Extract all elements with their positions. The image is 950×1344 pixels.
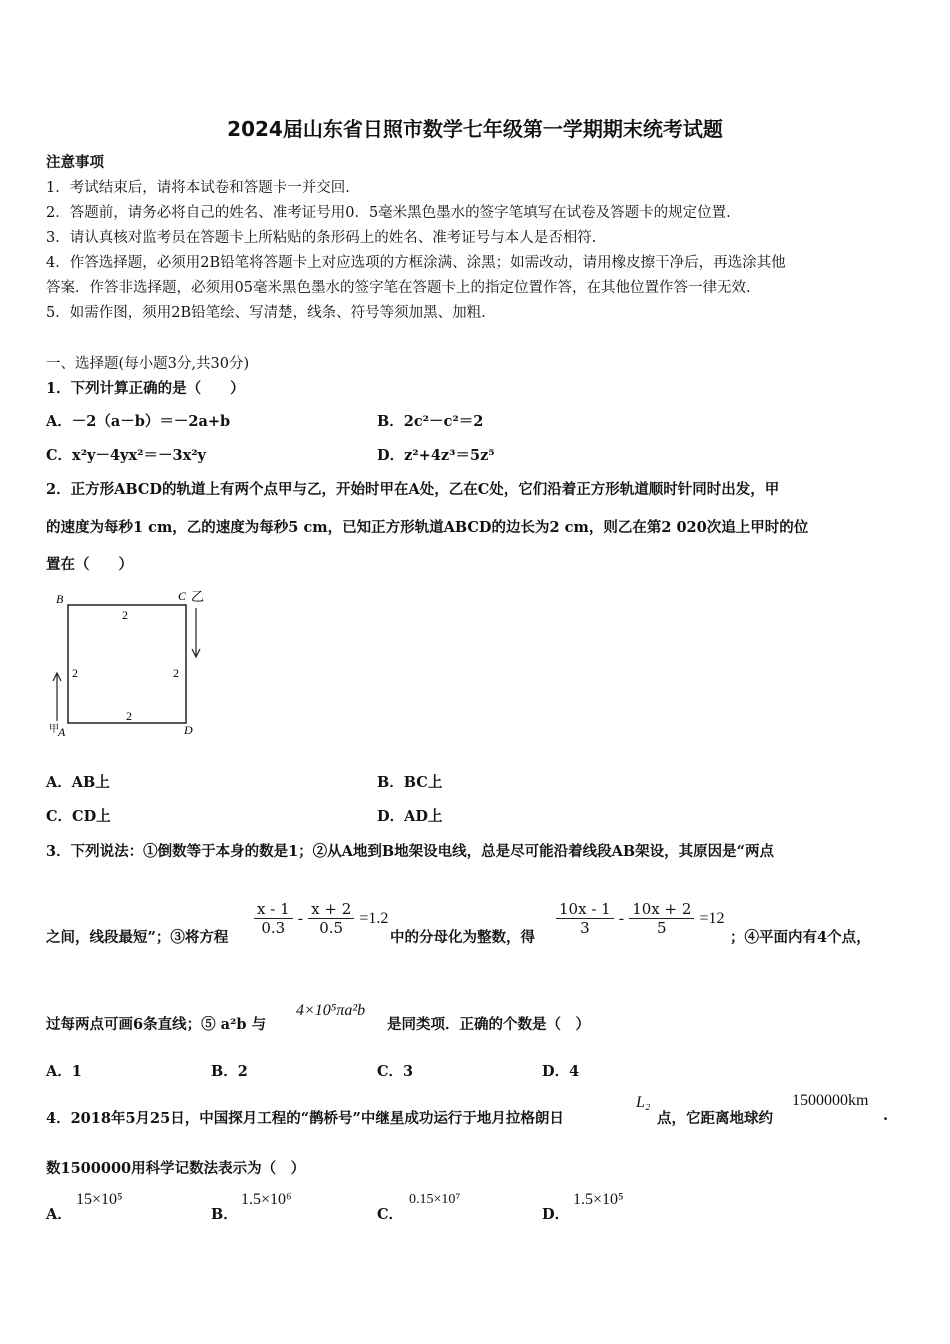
question-4-text: . — [883, 1107, 889, 1124]
q1-option-a — [46, 410, 230, 431]
notice-item: 4．作答选择题，必须用2B铅笔将答题卡上对应选项的方框涂满、涂黑；如需改动，请用橡皮擦干净后，再选涂其他 — [46, 255, 786, 271]
q2-option-b: B．BC上 — [377, 774, 443, 791]
q2-option-c: C．CD上 — [46, 808, 111, 825]
expression: 4×10⁵πa²b — [296, 1002, 366, 1019]
notice-item: 3．请认真核对监考员在答题卡上所粘贴的条形码上的姓名、准考证号与本人是否相符. — [46, 230, 597, 246]
vertex-label-c: C — [178, 589, 187, 603]
question-3-text: 是同类项．正确的个数是（ ） — [387, 1016, 590, 1033]
option-label: A． — [46, 413, 72, 430]
square-track — [68, 605, 186, 723]
q1-option-c — [46, 444, 206, 465]
q4-option-d: 1.5×10⁵ — [573, 1191, 624, 1208]
question-2-line: 2．正方形ABCD的轨道上有两个点甲与乙，开始时甲在A处，乙在C处，它们沿着正方形轨道顺时针同时出发，甲 — [46, 481, 780, 498]
question-3-text: ；④平面内有4个点， — [730, 929, 871, 946]
option-label: C． — [46, 447, 73, 464]
point-label-jia: 甲 — [49, 724, 59, 735]
question-3-text: 过每两点可画6条直线；⑤ a²b 与 — [46, 1016, 267, 1033]
side-length-label: 2 — [72, 666, 78, 680]
question-3-text: 之间，线段最短”；③将方程 — [46, 929, 229, 946]
question-3-line: 3．下列说法：①倒数等于本身的数是1；②从A地到B地架设电线，总是尽可能沿着线段AB架设，其原因是“两点 — [46, 843, 775, 860]
point-label-yi: 乙 — [191, 590, 205, 605]
question-1-stem: 1．下列计算正确的是（ ） — [46, 380, 245, 397]
q3-option-a: A．1 — [46, 1063, 82, 1080]
q4-option-label-d: D． — [542, 1206, 570, 1223]
equation-converted: $\frac{10x - 1}{3}$ - $\frac{10x + 2}{5}$ =12 — [556, 900, 725, 937]
square-track-figure — [46, 586, 216, 746]
notice-item: 答案．作答非选择题，必须用05毫米黑色墨水的签字笔在答题卡上的指定位置作答，在其他位置作答一律无效. — [46, 280, 751, 296]
q2-option-a: A．AB上 — [46, 774, 110, 791]
notice-item: 5．如需作图，须用2B铅笔绘、写清楚，线条、符号等须加黑、加粗. — [46, 305, 486, 321]
page-title: 2024届山东省日照市数学七年级第一学期期末统考试题 — [227, 117, 723, 141]
q3-option-b: B．2 — [211, 1063, 248, 1080]
q1-option-b — [377, 410, 483, 431]
arrow-down-icon — [192, 608, 200, 657]
q4-option-label-c: C． — [377, 1206, 404, 1223]
question-2-line: 置在（ ） — [46, 556, 133, 573]
fraction: $\frac{x + 2}{0.5}$ — [308, 900, 354, 937]
notice-item: 1．考试结束后，请将本试卷和答题卡一并交回. — [46, 180, 350, 196]
side-length-label: 2 — [126, 709, 132, 723]
q2-option-d: D．AD上 — [377, 808, 443, 825]
section-heading: 一、选择题(每小题3分,共30分) — [46, 356, 250, 372]
point-symbol: L₂ — [636, 1094, 651, 1111]
q1-option-d — [377, 444, 495, 465]
vertex-label-b: B — [56, 592, 64, 606]
arrow-up-icon — [53, 673, 61, 721]
question-3-text: 中的分母化为整数，得 — [390, 929, 535, 946]
notice-heading: 注意事项 — [46, 154, 104, 171]
q4-option-a: 15×10⁵ — [76, 1191, 123, 1208]
option-text: －2（a－b）＝－2a+b — [71, 413, 231, 430]
q3-option-d: D．4 — [542, 1063, 580, 1080]
option-text: z²+4z³＝5z⁵ — [404, 447, 495, 464]
option-label: D． — [377, 447, 405, 464]
option-text: x²y－4yx²＝－3x²y — [72, 447, 206, 464]
equation-original: $\frac{x - 1}{0.3}$ - $\frac{x + 2}{0.5}$ =1.2 — [254, 900, 388, 937]
notice-item: 2．答题前，请务必将自己的姓名、准考证号用0．5毫米黑色墨水的签字笔填写在试卷及答题卡的规定位置. — [46, 205, 731, 221]
q3-option-c: C．3 — [377, 1063, 414, 1080]
distance-value: 1500000km — [792, 1092, 869, 1109]
option-text: 2c²－c²＝2 — [403, 413, 484, 430]
q4-option-label-a: A． — [46, 1206, 72, 1223]
vertex-label-a: A — [58, 725, 66, 739]
side-length-label: 2 — [122, 608, 128, 622]
fraction: $\frac{10x + 2}{5}$ — [629, 900, 694, 937]
question-4-text: 4．2018年5月25日，中国探月工程的“鹊桥号”中继星成功运行于地月拉格朗日 — [46, 1110, 564, 1127]
question-2-line: 的速度为每秒1 cm，乙的速度为每秒5 cm，已知正方形轨道ABCD的边长为2 cm，则乙在第2 020次追上甲时的位 — [46, 519, 809, 536]
option-label: B． — [377, 413, 404, 430]
question-4-line: 数1500000用科学记数法表示为（ ） — [46, 1160, 306, 1177]
q4-option-c: 0.15×10⁷ — [409, 1192, 461, 1207]
q4-option-label-b: B． — [211, 1206, 238, 1223]
vertex-label-d: D — [184, 723, 193, 737]
fraction: $\frac{10x - 1}{3}$ — [556, 900, 614, 937]
fraction: $\frac{x - 1}{0.3}$ — [254, 900, 293, 937]
question-4-text: 点，它距离地球约 — [657, 1110, 773, 1127]
side-length-label: 2 — [173, 666, 179, 680]
q4-option-b: 1.5×10⁶ — [241, 1191, 292, 1208]
